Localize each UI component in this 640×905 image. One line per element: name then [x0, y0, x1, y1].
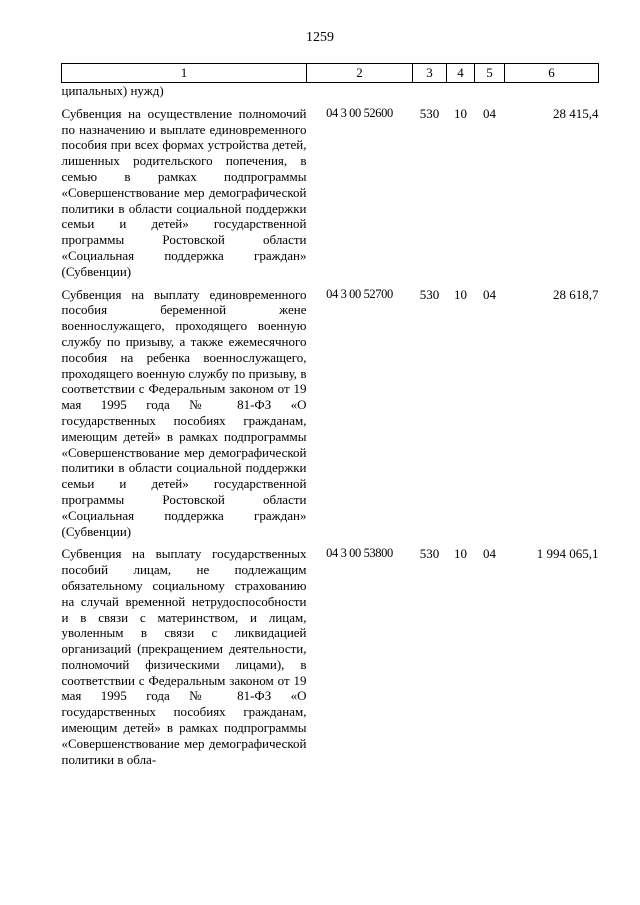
continuation-text: ципальных) нужд)	[61, 83, 164, 98]
row-code: 04 3 00 53800	[326, 546, 393, 561]
row-col4: 10	[454, 546, 467, 562]
row-code: 04 3 00 52700	[326, 286, 393, 301]
col-header-3: 3	[413, 64, 447, 83]
row-amount: 1 994 065,1	[536, 546, 599, 562]
budget-table	[61, 63, 599, 767]
row-col3: 530	[419, 105, 440, 121]
col-header-1: 1	[62, 64, 307, 83]
row-col5: 04	[483, 286, 496, 302]
table-row	[62, 99, 599, 280]
table-header-row	[62, 64, 599, 83]
table-row	[62, 539, 599, 767]
col-header-4: 4	[447, 64, 475, 83]
row-col4: 10	[454, 286, 467, 302]
row-col5: 04	[483, 546, 496, 562]
row-code: 04 3 00 52600	[326, 105, 393, 120]
col-header-2: 2	[307, 64, 413, 83]
col-header-5: 5	[475, 64, 505, 83]
page-number: 1259	[306, 30, 334, 45]
row-col3: 530	[419, 546, 440, 562]
row-col4: 10	[454, 105, 467, 121]
table-row	[62, 280, 599, 540]
row-description: Субвенция на выплату единовременного пособия беременной жене военнослужащего, проходящего военную службу по призыву, а также ежемесячного пособия на ребенка военнослужащего, проходящего военную службу по призыву, в соответствии с Федеральным законом от 19 мая 1995 года № 81-ФЗ «О государственных пособиях гражданам, имеющим детей» в рамках подпрограммы «Совершенствование мер демографической политики в области социальной поддержки семьи и детей» государственной программы Ростовской области «Социальная поддержка граждан» (Субвенции)	[61, 286, 307, 539]
row-col5: 04	[483, 105, 496, 121]
continuation-row	[62, 83, 599, 99]
row-amount: 28 415,4	[553, 105, 599, 121]
row-col3: 530	[419, 286, 440, 302]
row-description: Субвенция на выплату государственных пособий лицам, не подлежащим обязательному социальному страхованию на случай временной нетрудоспособности и в связи с материнством, и лицам, уволенным в связи с ликвидацией организаций (прекращением деятельности, полномочий физическими лицами), в соответствии с Федеральным законом от 19 мая 1995 года № 81-ФЗ «О государственных пособиях гражданам, имеющим детей» в рамках подпрограммы «Совершенствование мер демографической политики в обла-	[61, 546, 307, 767]
col-header-6: 6	[505, 64, 599, 83]
row-amount: 28 618,7	[553, 286, 599, 302]
row-description: Субвенция на осуществление полномочий по назначению и выплате единовременного пособия при всех формах устройства детей, лишенных родительского попечения, в семью в рамках подпрограммы «Совершенствование мер демографической политики в области социальной поддержки семьи и детей» государственной программы Ростовской области «Социальная поддержка граждан» (Субвенции)	[61, 105, 307, 279]
